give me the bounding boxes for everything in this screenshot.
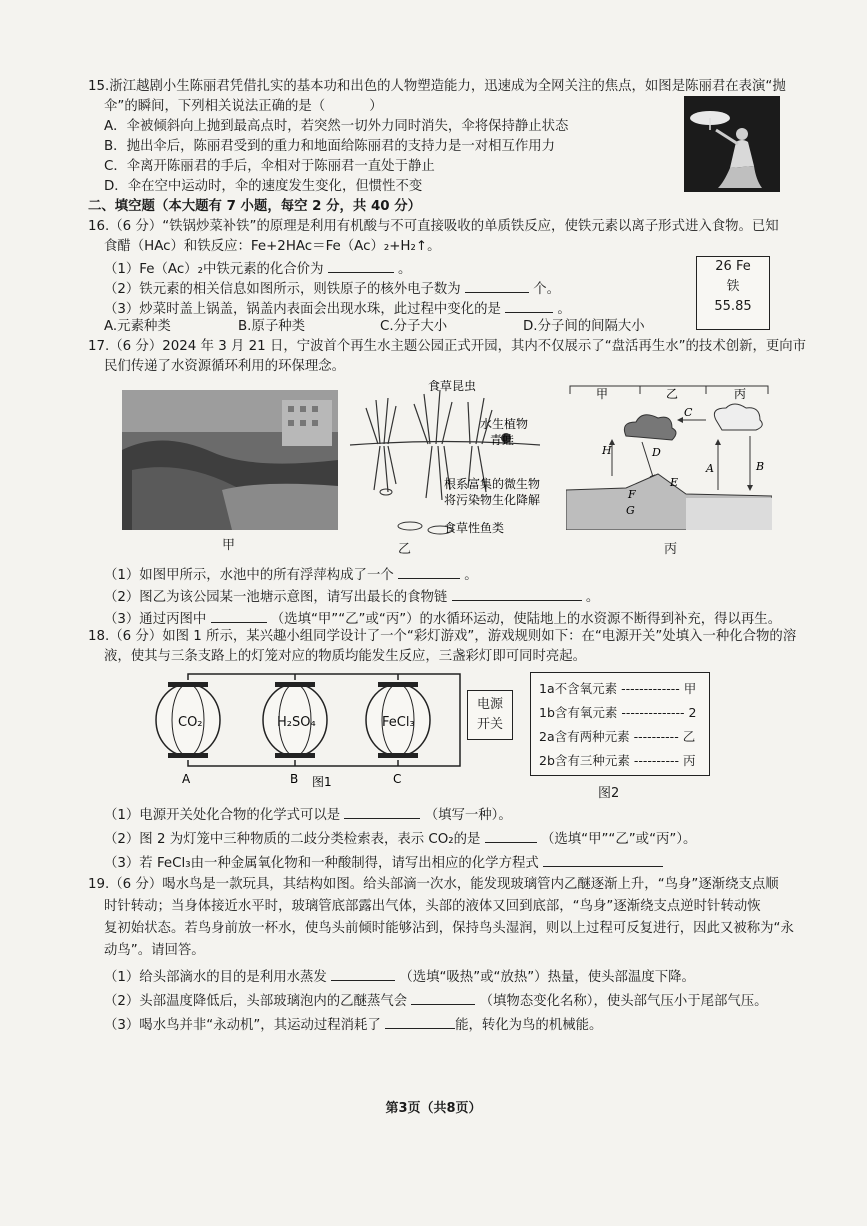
fig-yi-caption: 乙 — [398, 542, 412, 557]
lantern-c-letter: C — [393, 772, 402, 786]
q18-blank1[interactable] — [344, 804, 420, 819]
q18-part2-end: （选填“甲”“乙”或“丙”）。 — [540, 832, 697, 847]
q16-part1-text: （1）Fe（Ac）₂中铁元素的化合价为 — [104, 262, 324, 277]
q19-part3-text: （3）喝水鸟并非“永动机”，其运动过程消耗了 — [104, 1018, 381, 1033]
key-row-4: 2b含有三种元素 ---------- 丙 — [539, 753, 696, 768]
q16-choice-c: C.分子大小 — [380, 319, 448, 334]
q19-blank3[interactable] — [385, 1014, 455, 1029]
q18-part2 — [104, 828, 696, 849]
q17-part2-end: 。 — [585, 590, 600, 605]
q18-part2-text: （2）图 2 为灯笼中三种物质的二歧分类检索表，表示 CO₂的是 — [104, 832, 481, 847]
lantern-b-label: H₂SO₄ — [277, 715, 316, 730]
q16-choice-b: B.原子种类 — [238, 319, 306, 334]
q15-option-c: C．伞离开陈丽君的手后，伞相对于陈丽君一直处于静止 — [104, 159, 435, 174]
q18-part3-text: （3）若 FeCl₃由一种金属氧化物和一种酸制得，请写出相应的化学方程式 — [104, 856, 539, 871]
iron-element-card — [696, 256, 770, 330]
q16-part2-text: （2）铁元素的相关信息如图所示，则铁原子的核外电子数为 — [104, 282, 461, 297]
top-yi: 乙 — [666, 387, 679, 401]
key-row-2-right: 2 — [688, 705, 697, 720]
q19-part2-text: （2）头部温度降低后，头部玻璃泡内的乙醚蒸气会 — [104, 994, 408, 1009]
q15-paren-close: ） — [369, 99, 383, 114]
q16-part2-end: 个。 — [533, 282, 560, 297]
q17-part2-text: （2）图乙为该公园某一池塘示意图，请写出最长的食物链 — [104, 590, 448, 605]
q16-choice-a: A.元素种类 — [104, 319, 171, 334]
label-g: G — [626, 504, 635, 517]
q18-stem-line1: 18.（6 分）如图 1 所示，某兴趣小组同学设计了一个“彩灯游戏”，游戏规则如下：在“电源开关”处填入一种化合物的溶 — [88, 629, 797, 644]
fig-jia-caption: 甲 — [222, 538, 236, 553]
q19-part1-end: （选填“吸热”或“放热”）热量，使头部温度下降。 — [399, 970, 695, 985]
q17-part1 — [104, 564, 478, 585]
q16-part3 — [104, 298, 571, 319]
label-b: B — [756, 460, 765, 473]
q16-blank3[interactable] — [505, 298, 553, 313]
section-heading: 二、填空题（本大题有 7 小题，每空 2 分，共 40 分） — [88, 199, 422, 214]
q16-stem-line2: 食醋（HAc）和铁反应：Fe+2HAc＝Fe（Ac）₂+H₂↑。 — [104, 239, 441, 254]
key-row-3-right: 乙 — [682, 729, 696, 744]
q17-blank3[interactable] — [211, 608, 267, 623]
q19-blank2[interactable] — [411, 990, 475, 1005]
label-e: E — [670, 476, 679, 489]
q16-part3-end: 。 — [557, 302, 571, 317]
q15-stem-line2 — [104, 98, 383, 116]
q17-part3 — [104, 608, 781, 629]
q16-part1-end: 。 — [398, 262, 412, 277]
label-plant: 水生植物 — [480, 417, 529, 431]
q18-part1-end: （填写一种）。 — [424, 808, 512, 823]
q16-blank2[interactable] — [465, 278, 529, 293]
classification-key-table — [530, 672, 710, 776]
q16-part3-text: （3）炒菜时盖上锅盖，锅盖内表面会出现水珠，此过程中变化的是 — [104, 302, 501, 317]
q17-part1-end: 。 — [464, 568, 478, 583]
key-row-1-left: 1a不含氧元素 — [539, 681, 618, 696]
pond-diagram — [340, 380, 550, 540]
q18-blank2[interactable] — [485, 828, 537, 843]
element-number-symbol: 26 Fe — [715, 259, 751, 274]
top-bing: 丙 — [734, 387, 747, 401]
q19-part2-end: （填物态变化名称），使头部气压小于尾部气压。 — [479, 994, 768, 1009]
q18-part3 — [104, 852, 663, 873]
q15-option-d: D．伞在空中运动时，伞的速度发生变化，但惯性不变 — [104, 179, 423, 194]
label-a: A — [706, 462, 714, 475]
q19-stem-line1: 19.（6 分）喝水鸟是一款玩具，其结构如图。给头部滴一次水，能发现玻璃管内乙醚逐渐上升，“鸟身”逐渐绕支点顺 — [88, 877, 779, 892]
key-row-1: 1a不含氧元素 ------------- 甲 — [539, 681, 697, 696]
lantern-a-label: CO₂ — [178, 715, 203, 730]
q18-part1 — [104, 804, 512, 825]
label-fish: 食草性鱼类 — [444, 521, 505, 535]
key-row-2-left: 1b含有氧元素 — [539, 705, 618, 720]
power-switch-box — [467, 690, 513, 740]
lantern-a-letter: A — [182, 772, 191, 786]
q19-part1 — [104, 966, 695, 987]
water-cycle-diagram — [566, 380, 772, 530]
q16-stem-line1: 16.（6 分）“铁锅炒菜补铁”的原理是利用有机酸与不可直接吸收的单质铁反应，使铁元素以离子形式进入食物。已知 — [88, 219, 779, 234]
q19-part1-text: （1）给头部滴水的目的是利用水蒸发 — [104, 970, 327, 985]
lantern-b-letter: B — [290, 772, 299, 786]
q16-blank1[interactable] — [328, 258, 394, 273]
q17-part2 — [104, 586, 599, 607]
q17-blank1[interactable] — [398, 564, 460, 579]
q16-part1 — [104, 258, 411, 279]
label-d: D — [652, 446, 661, 459]
label-h: H — [602, 444, 612, 457]
element-mass: 55.85 — [714, 299, 752, 314]
key-row-3-left: 2a含有两种元素 — [539, 729, 630, 744]
q17-stem-line1: 17.（6 分）2024 年 3 月 21 日，宁波首个再生水主题公园正式开园，其内不仅展示了“盘活再生水”的技术创新，更向市 — [88, 339, 807, 354]
switch-label-line2: 开关 — [476, 717, 503, 732]
key-row-3: 2a含有两种元素 ---------- 乙 — [539, 729, 696, 744]
switch-label-line1: 电源 — [476, 697, 503, 712]
q18-stem-line2: 液，使其与三条支路上的灯笼对应的物质均能发生反应，三盏彩灯即可同时亮起。 — [104, 649, 587, 664]
fig2-caption: 图2 — [598, 786, 620, 801]
q17-part1-text: （1）如图甲所示，水池中的所有浮萍构成了一个 — [104, 568, 394, 583]
fig1-caption: 图1 — [312, 775, 332, 788]
key-row-4-left: 2b含有三种元素 — [539, 753, 630, 768]
q18-blank3[interactable] — [543, 852, 663, 867]
q17-stem-line2: 民们传递了水资源循环利用的环保理念。 — [104, 359, 346, 374]
q19-stem-line2: 时针转动；当身体接近水平时，玻璃管底部露出气体，头部的液体又回到底部，“鸟身”逐渐绕支点逆时针转动恢 — [104, 899, 761, 914]
lantern-c-label: FeCl₃ — [382, 715, 415, 730]
q18-part1-text: （1）电源开关处化合物的化学式可以是 — [104, 808, 341, 823]
q17-blank2[interactable] — [452, 586, 582, 601]
top-jia: 甲 — [596, 387, 609, 401]
q16-choice-d: D.分子间的间隔大小 — [523, 319, 645, 334]
label-c: C — [684, 406, 693, 419]
page-number: 第3页（共8页） — [385, 1101, 482, 1116]
element-name: 铁 — [726, 279, 740, 294]
label-insect: 食草昆虫 — [428, 380, 477, 393]
park-photo — [122, 390, 338, 530]
q19-stem-line4: 动鸟”。请回答。 — [104, 943, 205, 958]
q19-stem-line3: 复初始状态。若鸟身前放一杯水，使鸟头前倾时能够沾到，保持鸟头湿润，则以上过程可反复进行，因此又被称为“永 — [104, 921, 794, 936]
q15-stem-text: 伞”的瞬间，下列相关说法正确的是（ — [104, 99, 326, 114]
label-f: F — [628, 488, 636, 501]
q19-blank1[interactable] — [331, 966, 395, 981]
label-microbe1: 根系富集的微生物 — [444, 477, 541, 491]
label-microbe2: 将污染物生化降解 — [444, 493, 541, 507]
key-row-1-right: 甲 — [683, 681, 697, 696]
fig-bing-caption: 丙 — [664, 542, 678, 557]
q16-part2 — [104, 278, 560, 299]
q15-option-b: B．抛出伞后，陈丽君受到的重力和地面给陈丽君的支持力是一对相互作用力 — [104, 139, 556, 154]
lantern-circuit — [150, 670, 466, 788]
q19-part3 — [104, 1014, 602, 1035]
q15-option-a: A．伞被倾斜向上抛到最高点时，若突然一切外力同时消失，伞将保持静止状态 — [104, 119, 569, 134]
q17-part3-text: （3）通过丙图中 — [104, 612, 207, 627]
key-row-2: 1b含有氧元素 -------------- 2 — [539, 705, 697, 720]
q19-part2 — [104, 990, 768, 1011]
label-frog: 青蛙 — [490, 433, 515, 447]
q17-part3-end: （选填“甲”“乙”或“丙”）的水循环运动，使陆地上的水资源不断得到补充，得以再生。 — [270, 612, 782, 627]
q19-part3-end: 能，转化为鸟的机械能。 — [455, 1018, 603, 1033]
q15-stem-line1: 15.浙江越剧小生陈丽君凭借扎实的基本功和出色的人物塑造能力，迅速成为全网关注的焦点，如图是陈丽君在表演“抛 — [88, 79, 786, 94]
umbrella-dancer-photo — [684, 96, 780, 192]
key-row-4-right: 丙 — [682, 753, 696, 768]
